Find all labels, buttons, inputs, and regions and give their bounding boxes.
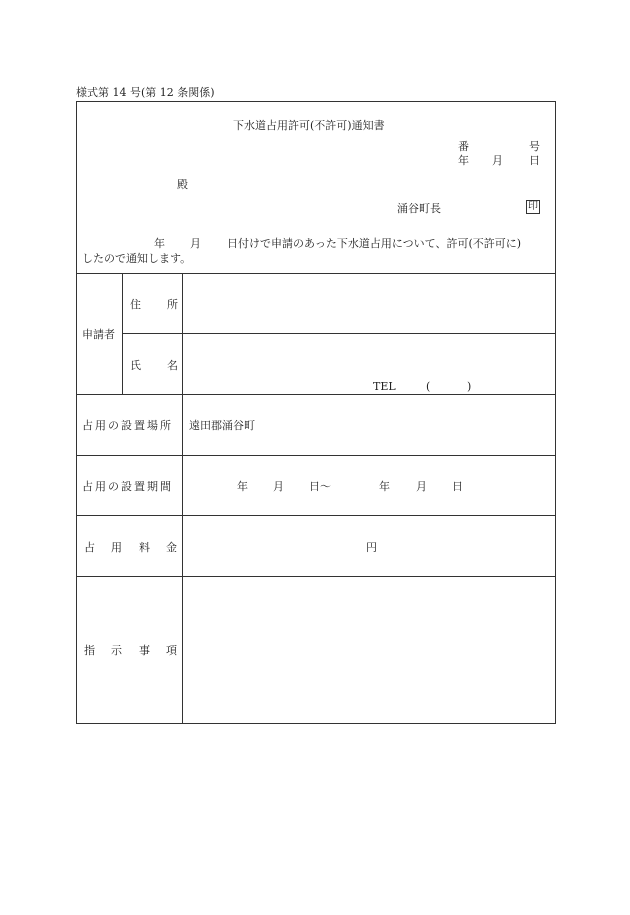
period-label: 占用の設置期間 [82,480,173,493]
name-label-char2: 名 [167,359,178,372]
period-start-year: 年 [237,480,248,493]
number-ban: 番 [458,140,469,153]
table-top-rule [76,273,556,274]
period-end-month: 月 [416,480,427,493]
address-name-rule [122,333,556,334]
addressee-dono: 殿 [177,178,188,191]
instructions-label-char2: 示 [111,644,122,657]
date-day: 日 [529,154,540,167]
fee-unit: 円 [366,541,377,554]
date-month: 月 [492,154,503,167]
tel-close-paren: ) [467,380,472,393]
name-label-char1: 氏 [130,359,141,372]
applicant-label: 申請者 [82,328,115,341]
address-label-char1: 住 [130,298,141,311]
form-number: 様式第 14 号(第 12 条関係) [76,86,215,99]
date-year: 年 [458,154,469,167]
location-label: 占用の設置場所 [82,419,173,432]
instructions-label-char4: 項 [166,644,177,657]
issuer-name: 涌谷町長 [397,202,441,215]
tel-label: TEL [373,380,396,393]
location-value: 遠田郡涌谷町 [189,419,255,432]
seal-mark: 印 [528,201,538,212]
fee-label-char4: 金 [166,541,177,554]
period-end-year: 年 [379,480,390,493]
body-year: 年 [154,237,165,250]
form-title: 下水道占用許可(不許可)通知書 [233,119,385,132]
instructions-label-char3: 事 [139,644,150,657]
location-bottom-rule [76,455,556,456]
label-column-divider [182,273,183,724]
address-label-char2: 所 [167,298,178,311]
period-end-day: 日 [452,480,463,493]
instructions-label-char1: 指 [84,644,95,657]
applicant-bottom-rule [76,394,556,395]
fee-label-char3: 料 [139,541,150,554]
fee-label-char2: 用 [111,541,122,554]
applicant-divider [122,273,123,394]
body-line2: したので通知します。 [82,252,192,265]
body-line1: 日付けで申請のあった下水道占用について、許可(不許可に) [227,237,522,250]
period-start-day: 日〜 [309,480,331,493]
form-frame [76,101,556,724]
fee-label-char1: 占 [84,541,95,554]
body-month: 月 [190,237,201,250]
period-bottom-rule [76,515,556,516]
tel-open-paren: ( [426,380,431,393]
period-start-month: 月 [273,480,284,493]
fee-bottom-rule [76,576,556,577]
number-go: 号 [529,140,540,153]
